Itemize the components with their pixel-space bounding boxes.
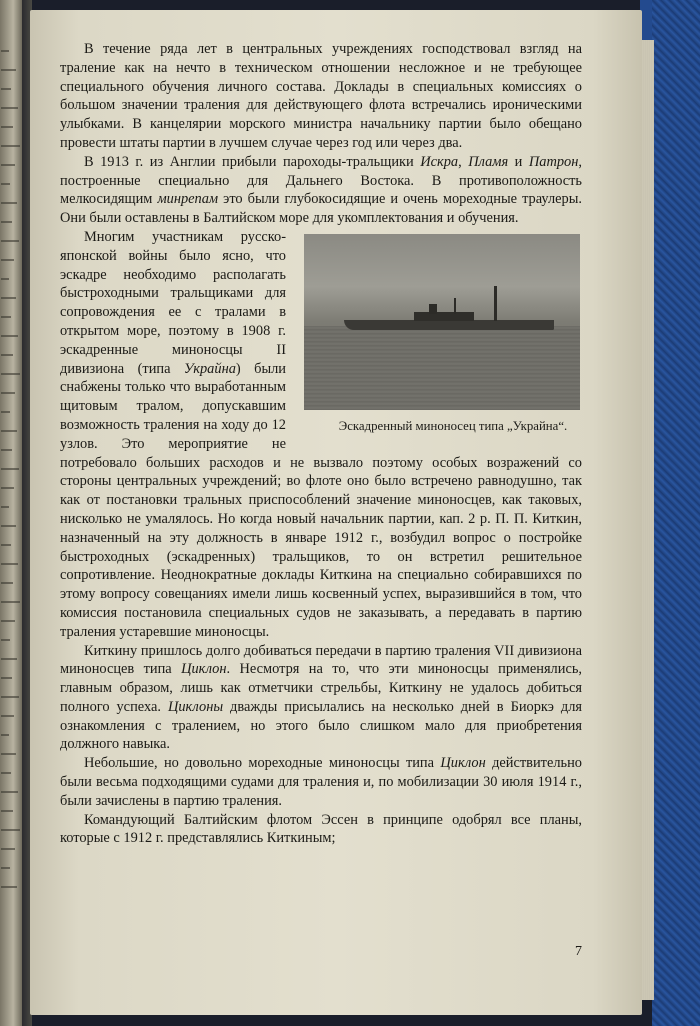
- adjacent-text-fragment: [1, 772, 11, 774]
- figure: [300, 234, 582, 435]
- adjacent-text-fragment: [1, 468, 19, 470]
- text-run: . Несмотря на то, что эти миноносцы применялись, главным образом, лишь как отметчики стрельбы, Киткину не удалось добиться полного успеха.: [60, 661, 582, 715]
- adjacent-text-fragment: [1, 601, 20, 603]
- ship-aft-mast: [454, 298, 456, 314]
- adjacent-text-fragment: [1, 791, 18, 793]
- adjacent-text-fragment: [1, 259, 14, 261]
- adjacent-text-fragment: [1, 867, 10, 869]
- text-run: Киткину пришлось долго добиваться передачи в партию траления VII дивизиона миноносцев типа: [60, 642, 582, 678]
- adjacent-text-fragment: [1, 696, 19, 698]
- adjacent-text-fragment: [1, 734, 9, 736]
- adjacent-text-fragment: [1, 107, 18, 109]
- adjacent-text-fragment: [1, 544, 11, 546]
- adjacent-text-fragment: [1, 658, 17, 660]
- figure-caption: Эскадренный миноносец типа „Украйна“.: [338, 418, 568, 433]
- ship-funnel: [429, 304, 437, 314]
- adjacent-text-fragment: [1, 620, 15, 622]
- adjacent-text-fragment: [1, 886, 17, 888]
- italic-ship-name: Искра: [420, 153, 459, 170]
- text-run: дважды присылались на несколько дней в Биоркэ для ознакомления с тралением, но этого было слишком мало для приобретения должного навыка.: [60, 698, 582, 753]
- adjacent-text-fragment: [1, 354, 13, 356]
- destroyer-photo: [304, 234, 580, 410]
- adjacent-text-fragment: [1, 829, 20, 831]
- ship-hull: [344, 320, 554, 330]
- adjacent-text-fragment: [1, 240, 19, 242]
- adjacent-text-fragment: [1, 677, 12, 679]
- adjacent-text-fragment: [1, 810, 13, 812]
- ship-mast: [494, 286, 497, 321]
- paragraph: [60, 642, 582, 755]
- sea-surface: [304, 326, 580, 410]
- adjacent-text-fragment: [1, 525, 16, 527]
- page-number: 7: [575, 944, 582, 959]
- adjacent-text-fragment: [1, 69, 16, 71]
- adjacent-text-fragment: [1, 430, 17, 432]
- adjacent-text-fragment: [1, 126, 13, 128]
- adjacent-text-fragment: [1, 449, 12, 451]
- adjacent-text-fragment: [1, 335, 18, 337]
- page-body-text: [60, 40, 582, 848]
- text-run: и: [508, 153, 529, 170]
- adjacent-text-fragment: [1, 145, 20, 147]
- paragraph: [60, 754, 582, 810]
- adjacent-text-fragment: [1, 278, 9, 280]
- text-run: Командующий Балтийским флотом Эссен в принципе одобрял все планы, которые с 1912 г. представлялись Киткиным;: [60, 811, 582, 847]
- italic-ship-name: Пламя: [468, 153, 509, 170]
- adjacent-text-fragment: [1, 563, 18, 565]
- adjacent-text-fragment: [1, 392, 15, 394]
- adjacent-text-fragment: [1, 183, 10, 185]
- paragraph: [60, 811, 582, 849]
- paragraph: [60, 228, 582, 642]
- adjacent-text-fragment: [1, 753, 16, 755]
- adjacent-text-fragment: [1, 639, 10, 641]
- page-stack-edge: [640, 40, 654, 1000]
- ship-superstructure: [414, 312, 474, 321]
- italic-ship-name: минрепам: [157, 191, 219, 208]
- book-cover: [652, 0, 700, 1026]
- italic-ship-name: Патрон: [528, 153, 579, 170]
- text-run: это были глубокосидящие и очень мореходные траулеры. Они были оставлены в Балтийском море для укомплектования и обучения.: [60, 191, 582, 227]
- italic-ship-name: Циклоны: [167, 698, 224, 715]
- paragraph: [60, 153, 582, 228]
- text-run: , построенные специально для Дальнего Востока. В противоположность мелкосидящим: [60, 153, 582, 208]
- text-run: ) были снабжены только что выработанным щитовым тралом, допускавшим возможность траления на ходу до 12 узлов. Это мероприятие не потребовало больших расходов и не вызвало поэтому особых возражений со стороны центральных учреждений; во флоте оно было встречено равнодушно, так как от постановки тральных приспособлений значение миноносцев, как таковых, нисколько не умалялось. Но когда новый начальник партии, кап. 2 р. П. П. Киткин, назначенный на эту должность в январе 1912 г., возбудил вопрос о постройке быстроходных (эскадренных) тральщиков, то он встретил решительное сопротивление. Неоднократные доклады Киткина на специально собиравшихся по этому вопросу совещаниях имели лишь косвенный успех, выразившийся в том, что комиссия постановила специальных судов не заказывать, а передавать в партию траления устаревшие миноносцы.: [60, 360, 582, 640]
- paragraph: [60, 40, 582, 153]
- text-run: В 1913 г. из Англии прибыли пароходы-тральщики: [84, 153, 421, 170]
- adjacent-text-fragment: [1, 373, 20, 375]
- adjacent-text-fragment: [1, 582, 13, 584]
- text-run: действительно были весьма подходящими судами для траления и, по мобилизации 30 июля 1914 г., были зачислены в партию траления.: [60, 755, 582, 809]
- adjacent-text-fragment: [1, 411, 10, 413]
- adjacent-text-fragment: [1, 848, 15, 850]
- adjacent-text-fragment: [1, 297, 16, 299]
- italic-ship-name: Циклон: [440, 755, 486, 772]
- adjacent-text-fragment: [1, 487, 14, 489]
- text-run: В течение ряда лет в центральных учреждениях господствовал взгляд на траление как на нечто в техническом отношении несложное и не требующее специального обучения личного состава. Доклады в специальных комиссиях о большом значении траления для действующего флота встречались ироническими улыбками. В канцелярии морского министра начальнику партии было обещано провести штаты партии в лучшем случае через год или через два.: [60, 41, 582, 151]
- adjacent-text-fragment: [1, 164, 15, 166]
- text-run: Небольшие, но довольно мореходные миноносцы типа: [84, 755, 441, 772]
- adjacent-text-fragment: [1, 715, 14, 717]
- adjacent-text-fragment: [1, 88, 11, 90]
- adjacent-text-fragment: [1, 221, 12, 223]
- adjacent-text-fragment: [1, 202, 17, 204]
- adjacent-page-edge: [0, 0, 22, 1026]
- text-run: ,: [458, 153, 469, 170]
- italic-ship-name: Украйна: [183, 360, 236, 377]
- adjacent-text-fragment: [1, 50, 9, 52]
- adjacent-text-fragment: [1, 506, 9, 508]
- text-run: Многим участникам русско-японской войны было ясно, что эскадре необходимо располагать быстроходными тральщиками для сопровождения ее с тралами в открытом море, поэтому в 1908 г. эскадренные миноносцы II дивизиона (типа: [60, 228, 286, 377]
- italic-ship-name: Циклон: [181, 661, 227, 678]
- adjacent-text-fragment: [1, 316, 11, 318]
